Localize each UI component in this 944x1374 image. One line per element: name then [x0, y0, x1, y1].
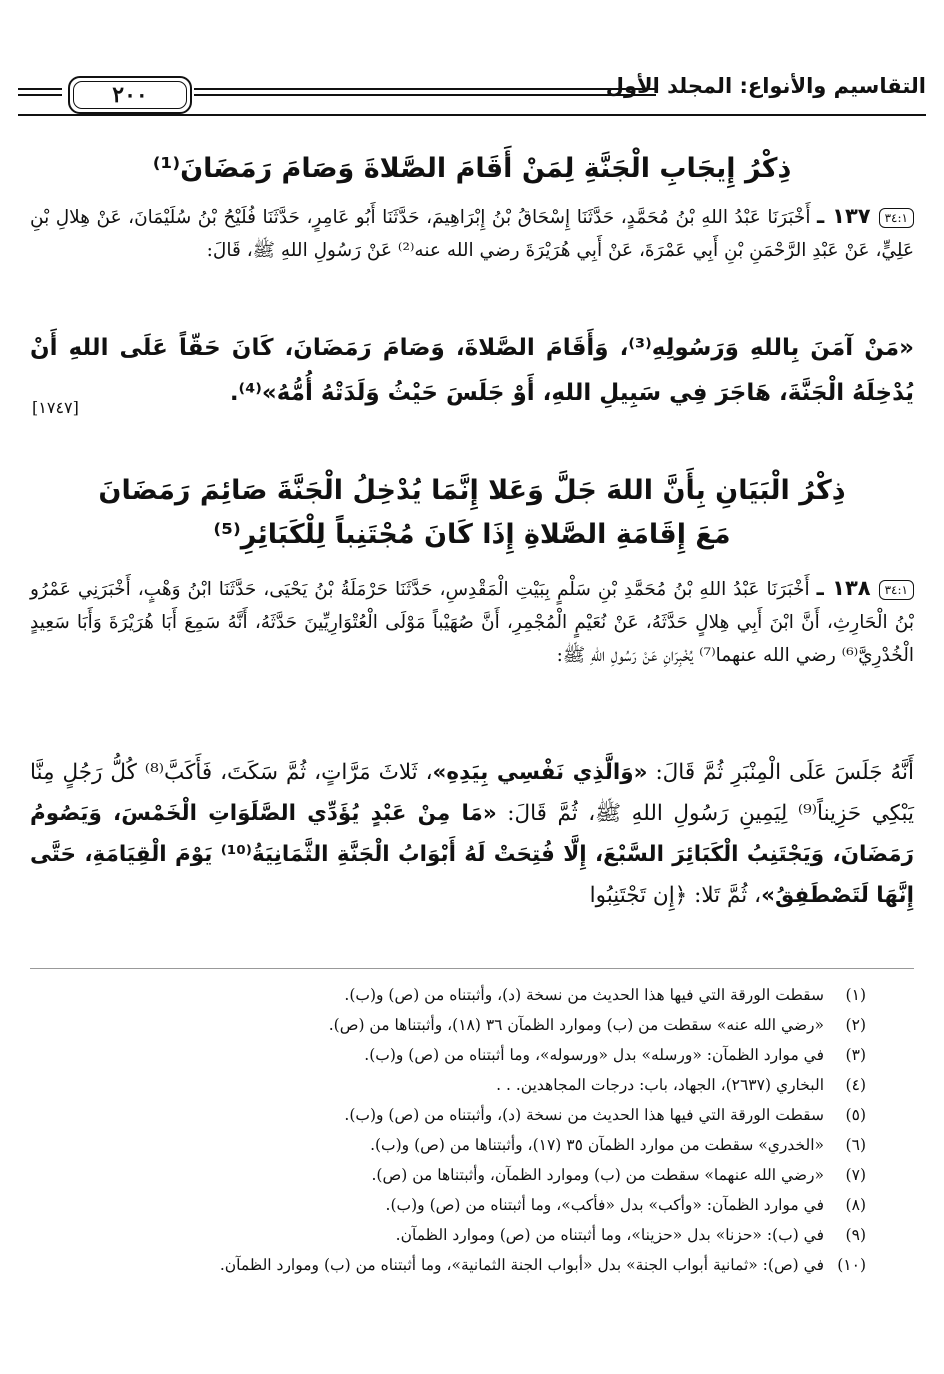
footnote: (٣)في موارد الظمآن: «ورسله» بدل «ورسوله»، وما أثبتناه من (ص) و(ب).	[364, 1046, 866, 1064]
footnote: (١٠)في (ص): «ثمانية أبواب الجنة» بدل «أبواب الجنة الثمانية»، وما أثبتناه من (ب) وموارد الظمآن.	[219, 1256, 866, 1274]
section-heading-2-line-1: ذِكْرُ الْبَيَانِ بِأَنَّ اللهَ جَلَّ وَعَلا إِنَّمَا يُدْخِلُ الْجَنَّةَ صَائِمَ رَمَضَانَ	[98, 475, 846, 506]
section-heading-2-line-2: مَعَ إِقَامَةِ الصَّلاةِ إِذَا كَانَ مُجْتَنِباً لِلْكَبَائِرِ⁽⁵⁾	[213, 519, 731, 550]
header-rule	[18, 88, 62, 90]
isnad-text: أَخْبَرَنَا عَبْدُ اللهِ بْنُ مُحَمَّدٍ، حَدَّثَنَا إِسْحَاقُ بْنُ إِبْرَاهِيمَ، حَدَّثَنَا أَبُو عَامِرٍ، حَدَّثَنَا فُلَيْحُ بْنُ سُلَيْمَانَ، عَنْ هِلالِ بْنِ عَلِيٍّ، عَنْ عَبْدِ الرَّحْمَنِ بْنِ أَبِي عَمْرَةَ، عَنْ أَبِي هُرَيْرَةَ رضي الله عنه⁽²⁾ عَنْ رَسُولِ اللهِ ﷺ، قَالَ:	[30, 207, 914, 261]
hadith-number: ١٣٨ ـ	[816, 576, 871, 600]
hadith-number: ١٣٧ ـ	[817, 204, 871, 228]
page-number-frame	[68, 76, 192, 114]
header-rule	[194, 88, 656, 90]
matn-part: ، ثُمَّ تَلا: ﴿إِن تَجْتَنِبُوا	[589, 883, 762, 908]
hadith-reference: [١٧٤٧]	[32, 398, 79, 417]
footnote: (٧)«رضي الله عنهما» سقطت من (ب) وموارد الظمآن، وأثبتناها من (ص).	[371, 1166, 866, 1184]
header-underline	[18, 114, 926, 116]
hadith-marker: ٣٤:١	[879, 208, 914, 228]
matn-part: أَنَّهُ جَلَسَ عَلَى الْمِنْبَرِ ثُمَّ قَالَ:	[655, 760, 914, 785]
footnote: (٦)«الخدري» سقطت من موارد الظمآن ٣٥ (١٧)، وأثبتناها من (ص) و(ب).	[370, 1136, 866, 1154]
page-header	[18, 66, 926, 122]
footnote: (٨)في موارد الظمآن: «وأكب» بدل «فأكب»، وما أثبتناه من (ص) و(ب).	[385, 1196, 866, 1214]
footnote-separator	[30, 968, 914, 969]
hadith-marker: ٣٤:١	[879, 580, 914, 600]
footnote: (٤)البخاري (٢٦٣٧)، الجهاد، باب: درجات المجاهدين. . .	[496, 1076, 866, 1094]
hadith-137-matn: «مَنْ آمَنَ بِاللهِ وَرَسُولِهِ⁽³⁾، وَأَقَامَ الصَّلاةَ، وَصَامَ رَمَضَانَ، كَانَ حَقّاً عَلَى اللهِ أَنْ يُدْخِلَهُ الْجَنَّةَ، هَاجَرَ فِي سَبِيلِ اللهِ، أَوْ جَلَسَ حَيْثُ وَلَدَتْهُ أُمُّهُ»⁽⁴⁾.	[30, 335, 914, 406]
running-title: التقاسيم والأنواع: المجلد الأول	[605, 74, 926, 98]
header-rule	[18, 94, 62, 96]
matn-quote: «مَا مِنْ عَبْدٍ يُؤَدِّي الصَّلَوَاتِ الْخَمْسَ، وَيَصُومُ رَمَضَانَ، وَيَجْتَنِبُ الْكَبَائِرَ السَّبْعَ، إِلَّا فُتِحَتْ لَهُ أَبْوَابُ الْجَنَّةِ الثَّمَانِيَةُ⁽¹⁰⁾ يَوْمَ الْقِيَامَةِ، حَتَّى إِنَّهَا لَتَصْطَفِقُ»	[30, 801, 914, 908]
footnote: (٥)سقطت الورقة التي فيها هذا الحديث من نسخة (د)، وأثبتناه من (ص) و(ب).	[344, 1106, 866, 1124]
footnote: (١)سقطت الورقة التي فيها هذا الحديث من نسخة (د)، وأثبتناه من (ص) و(ب).	[344, 986, 866, 1004]
matn-quote: «وَالَّذِي نَفْسِي بِيَدِهِ»	[432, 760, 648, 785]
hadith-137-isnad	[30, 200, 914, 267]
hadith-138-isnad	[30, 572, 914, 672]
section-heading-1: ذِكْرُ إِيجَابِ الْجَنَّةِ لِمَنْ أَقَامَ الصَّلاةَ وَصَامَ رَمَضَانَ⁽¹⁾	[152, 153, 792, 184]
footnote: (٢)«رضي الله عنه» سقطت من (ب) وموارد الظمآن ٣٦ (١٨)، وأثبتناها من (ص).	[328, 1016, 866, 1034]
header-rule	[194, 94, 656, 96]
hadith-138-matn	[30, 752, 914, 916]
matn-part: ، ثَلاثَ مَرَّاتٍ، ثُمَّ سَكَتَ، فَأَكَبَّ⁽⁸⁾ كُلُّ رَجُلٍ مِنَّا يَبْكِي حَزِيناً⁽⁹⁾ لِيَمِينِ رَسُولِ اللهِ ﷺ، ثُمَّ قَالَ:	[30, 760, 914, 826]
footnote: (٩)في (ب): «حزنا» بدل «حزينا»، وما أثبتناه من (ص) وموارد الظمآن.	[395, 1226, 866, 1244]
isnad-text: أَخْبَرَنَا عَبْدُ اللهِ بْنُ مُحَمَّدِ بْنِ سَلْمٍ بِبَيْتِ الْمَقْدِسِ، حَدَّثَنَا حَرْمَلَةُ بْنُ يَحْيَى، حَدَّثَنَا ابْنُ وَهْبٍ، أَخْبَرَنِي عَمْرُو بْنُ الْحَارِثِ، أَنَّ ابْنَ أَبِي هِلالٍ حَدَّثَهُ، عَنْ نُعَيْمٍ الْمُجْمِرِ، أَنَّ صُهَيْباً مَوْلَى الْعُتْوَارِيِّينَ حَدَّثَهُ، أَنَّهُ سَمِعَ أَبَا هُرَيْرَةَ وَأَبَا سَعِيدٍ الْخُدْرِيَّ⁽⁶⁾ رضي الله عنهما⁽⁷⁾ يُخْبِرَانِ عَنْ رَسُولِ اللهِ ﷺ:	[30, 579, 914, 666]
footnotes	[40, 980, 866, 1280]
page-number: ٢٠٠	[112, 82, 148, 108]
